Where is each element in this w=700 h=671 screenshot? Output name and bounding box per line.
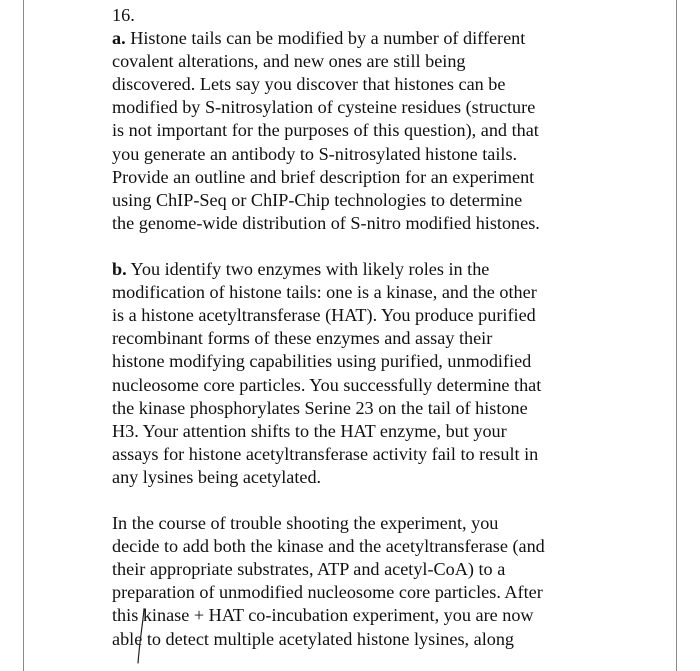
part-a-line: covalent alterations, and new ones are still being xyxy=(112,51,466,72)
part-a-line: you generate an antibody to S-nitrosylated histone tails. xyxy=(112,143,518,164)
paragraph-c-line: able to detect multiple acetylated histone lysines, along xyxy=(112,628,515,649)
part-a-line: Provide an outline and brief description for an experiment xyxy=(112,166,535,187)
question-text xyxy=(112,4,597,651)
part-a-label: a. xyxy=(112,28,126,49)
pen-stroke-mark xyxy=(136,608,146,664)
paragraph-c xyxy=(112,512,597,651)
part-b-line: H3. Your attention shifts to the HAT enzyme, but your xyxy=(112,420,507,441)
part-b xyxy=(112,258,597,489)
paragraph-c-line: this kinase + HAT co-incubation experiment, you are now xyxy=(112,605,534,626)
paragraph-gap xyxy=(112,235,597,258)
part-b-line: the kinase phosphorylates Serine 23 on the tail of histone xyxy=(112,397,528,418)
right-margin-line xyxy=(676,0,677,671)
paragraph-gap xyxy=(112,489,597,512)
part-a-line: discovered. Lets say you discover that histones can be xyxy=(112,74,506,95)
paragraph-c-line: preparation of unmodified nucleosome core particles. After xyxy=(112,582,543,603)
left-margin-line xyxy=(23,0,24,671)
question-number: 16. xyxy=(112,5,135,25)
part-b-line: any lysines being acetylated. xyxy=(112,466,322,487)
part-b-label: b. xyxy=(112,259,127,280)
part-a-line: modified by S-nitrosylation of cysteine residues (structure xyxy=(112,97,536,118)
paragraph-c-line: In the course of trouble shooting the experiment, you xyxy=(112,513,499,534)
part-a-line: the genome-wide distribution of S-nitro modified histones. xyxy=(112,212,540,233)
part-b-line: You identify two enzymes with likely roles in the xyxy=(126,259,490,280)
part-a-line: is not important for the purposes of this question), and that xyxy=(112,120,539,141)
paragraph-c-line: decide to add both the kinase and the acetyltransferase (and xyxy=(112,536,545,557)
part-a xyxy=(112,27,597,235)
part-a-line: using ChIP-Seq or ChIP-Chip technologies to determine xyxy=(112,189,523,210)
part-b-line: assays for histone acetyltransferase activity fail to result in xyxy=(112,443,539,464)
part-b-line: is a histone acetyltransferase (HAT). You produce purified xyxy=(112,305,536,326)
paragraph-c-line: their appropriate substrates, ATP and acetyl-CoA) to a xyxy=(112,559,506,580)
part-a-line: Histone tails can be modified by a number of different xyxy=(125,28,526,49)
part-b-line: recombinant forms of these enzymes and assay their xyxy=(112,328,493,349)
part-b-line: modification of histone tails: one is a kinase, and the other xyxy=(112,282,537,303)
part-b-line: histone modifying capabilities using purified, unmodified xyxy=(112,351,532,372)
part-b-line: nucleosome core particles. You successfully determine that xyxy=(112,374,542,395)
